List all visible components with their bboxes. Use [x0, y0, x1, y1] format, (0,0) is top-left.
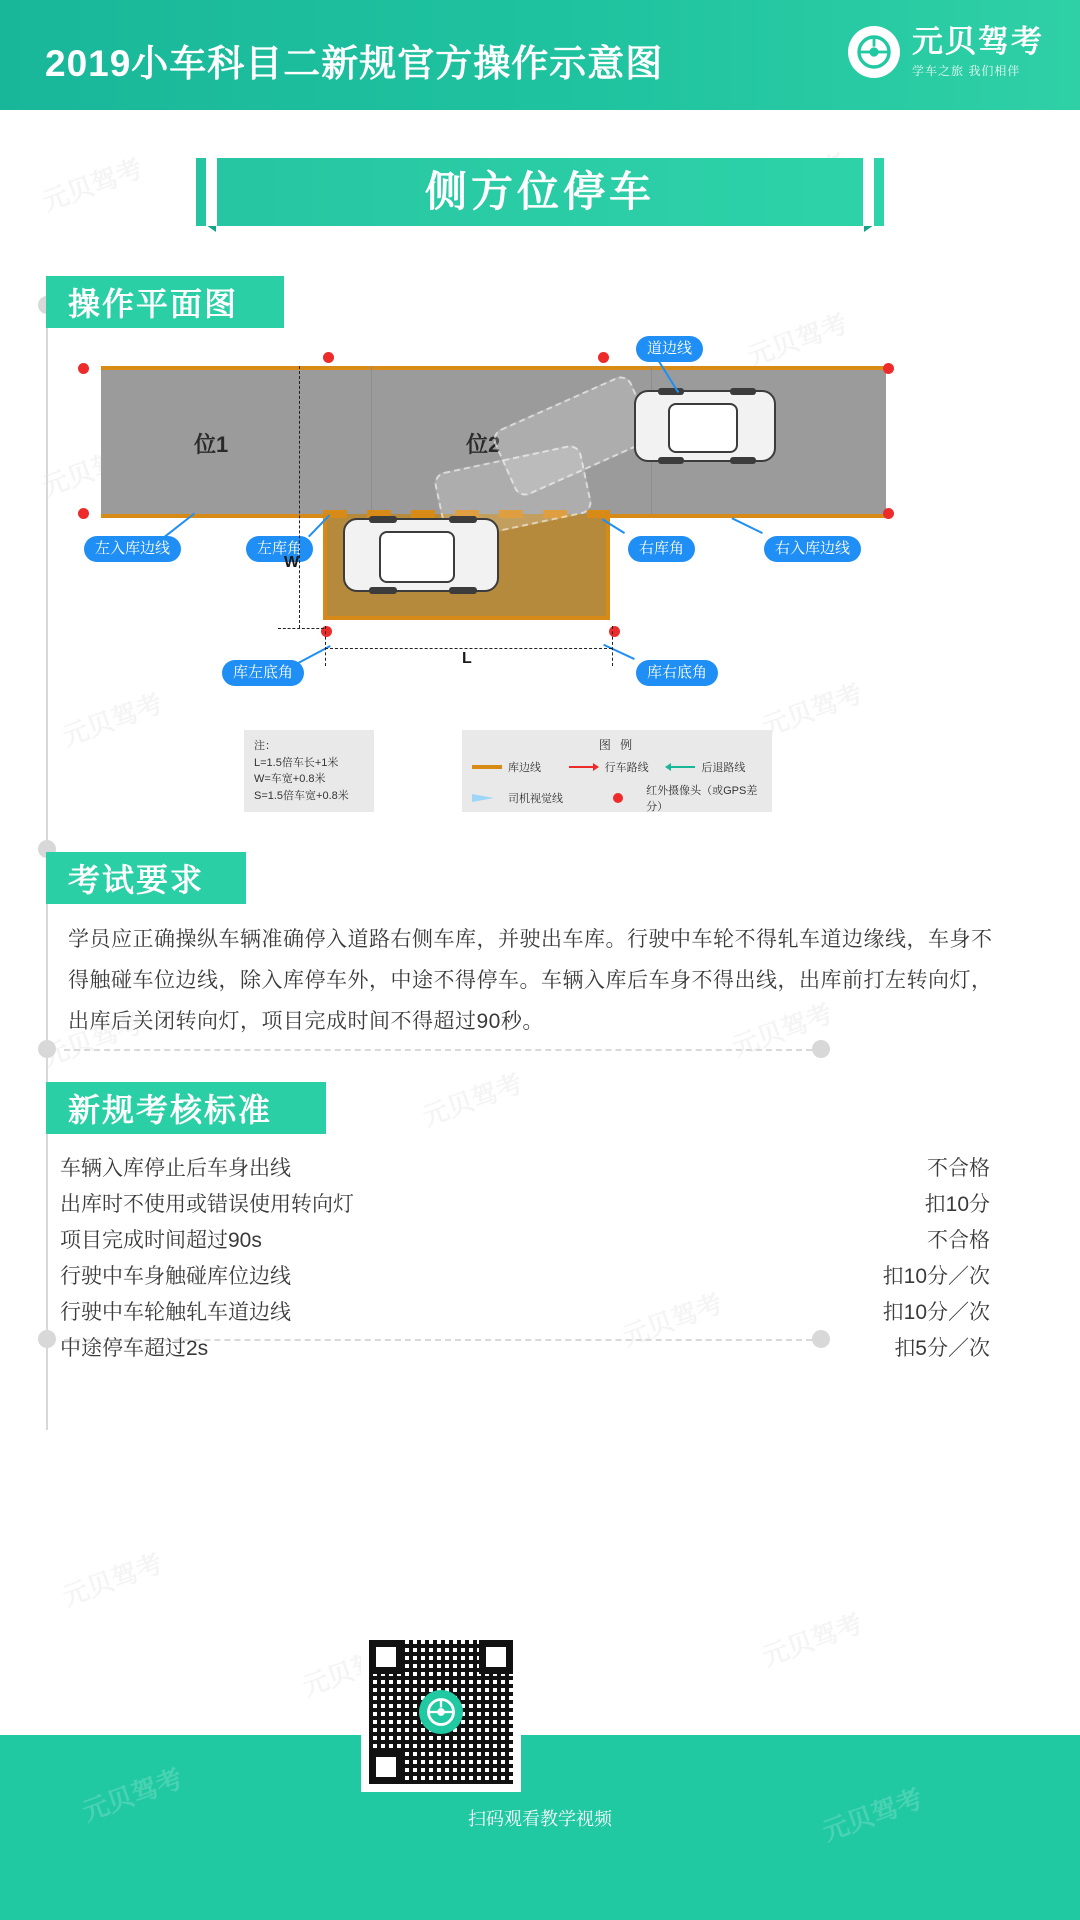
slot-label-2: 位2 — [466, 432, 501, 457]
callout-road-edge-line: 道边线 — [636, 336, 703, 362]
axis-dot — [38, 1040, 56, 1058]
axis-dot — [38, 1330, 56, 1348]
legend-item-garage-line — [472, 759, 569, 775]
page-header — [0, 0, 1080, 110]
camera-marker — [609, 626, 620, 637]
road-separator — [371, 366, 372, 514]
note-line-2: W=车宽+0.8米 — [254, 773, 326, 785]
heading-diagram: 操作平面图 — [46, 276, 284, 328]
standard-penalty: 扣10分／次 — [882, 1301, 990, 1324]
brand-name: 元贝驾考 — [912, 24, 1044, 59]
callout-left-entry-edge: 左入库边线 — [84, 536, 181, 562]
watermark — [757, 1603, 867, 1673]
orange-line-icon — [472, 763, 502, 771]
brand-logo — [848, 26, 900, 78]
right-entry-edge-line — [610, 514, 886, 518]
requirement-text: 学员应正确操纵车辆准确停入道路右侧车库，并驶出车库。行驶中车轮不得轧车道边缘线，车身不得触碰车位边线，除入库停车外，中途不得停车。车辆入库后车身不得出线，出库前打左转向灯，出库后关闭转向灯，项目完成时间不得超过90秒。 — [68, 928, 993, 1033]
standard-item: 行驶中车轮触轧车道边线 — [60, 1301, 291, 1324]
dimension-l-line — [325, 648, 612, 649]
standard-item: 中途停车超过2s — [60, 1337, 209, 1360]
callout-left-garage-corner: 左库角 — [246, 536, 313, 562]
standard-penalty: 扣10分／次 — [882, 1265, 990, 1288]
dimension-l-left-tick — [325, 626, 326, 666]
standard-penalty: 扣10分 — [924, 1193, 990, 1216]
standard-item: 行驶中车身触碰库位边线 — [60, 1265, 291, 1288]
car-top — [634, 390, 776, 462]
camera-marker — [883, 508, 894, 519]
watermark — [37, 148, 147, 218]
heading-requirement: 考试要求 — [46, 852, 246, 904]
legend-label: 司机视觉线 — [508, 793, 563, 805]
standard-row — [60, 1188, 990, 1218]
watermark: 元贝驾考 — [818, 1783, 927, 1847]
qr-code-image[interactable] — [369, 1640, 513, 1784]
blue-triangle-icon — [472, 793, 502, 803]
dimension-w-label: W — [284, 554, 300, 571]
camera-marker — [78, 508, 89, 519]
note-line-1: L=1.5倍车长+1米 — [254, 756, 339, 769]
legend-label: 红外摄像头（或GPS差分） — [646, 785, 758, 813]
callout-right-garage-corner: 右库角 — [628, 536, 695, 562]
standard-item: 出库时不使用或错误使用转向灯 — [60, 1193, 354, 1216]
legend-title: 图 例 — [598, 738, 636, 752]
section-divider — [64, 1049, 812, 1051]
slot-label-1: 位1 — [194, 432, 229, 457]
legend-box — [462, 730, 772, 812]
standard-row — [60, 1152, 990, 1182]
red-arrow-icon — [569, 763, 599, 771]
legend-item-camera — [610, 782, 762, 814]
note-box — [244, 730, 374, 812]
exam-item-title: 侧方位停车 — [424, 168, 655, 215]
dimension-w-base — [278, 628, 324, 629]
watermark — [57, 1543, 167, 1613]
note-line-3: S=1.5倍车宽+0.8米 — [254, 789, 349, 802]
standard-penalty: 不合格 — [927, 1157, 990, 1180]
watermark — [417, 1063, 527, 1133]
standard-item: 车辆入库停止后车身出线 — [60, 1157, 291, 1180]
callout-leader — [603, 644, 635, 660]
left-entry-edge-line — [101, 514, 323, 518]
qr-logo — [419, 1690, 463, 1734]
callout-garage-left-bottom: 库左底角 — [222, 660, 304, 686]
camera-marker — [323, 352, 334, 363]
callout-right-entry-edge: 右入库边线 — [764, 536, 861, 562]
standard-item: 项目完成时间超过90s — [60, 1229, 262, 1252]
note-title: 注： — [254, 740, 276, 752]
standard-row — [60, 1296, 990, 1326]
callout-garage-right-bottom: 库右底角 — [636, 660, 718, 686]
brand-slogan: 学车之旅 我们相伴 — [912, 63, 1021, 78]
car-parked — [343, 518, 499, 592]
standard-penalty: 不合格 — [927, 1229, 990, 1252]
operation-diagram — [46, 338, 1036, 816]
legend-item-driver-sight — [472, 782, 610, 814]
dimension-l-right-tick — [612, 626, 613, 666]
camera-marker — [883, 363, 894, 374]
page-title: 2019小车科目二新规官方操作示意图 — [45, 43, 664, 84]
heading-standard: 新规考核标准 — [46, 1082, 326, 1134]
standard-row — [60, 1260, 990, 1290]
callout-leader — [731, 517, 762, 534]
standard-penalty: 扣5分／次 — [894, 1337, 990, 1360]
dimension-w-line — [299, 366, 300, 628]
brand-block — [848, 26, 1044, 79]
teal-arrow-icon — [665, 763, 695, 771]
steering-wheel-icon — [426, 1697, 456, 1727]
data-source: 数据来源：元贝驾考 — [860, 1677, 1032, 1698]
watermark: 元贝驾考 — [78, 1763, 187, 1827]
dimension-l-label: L — [462, 650, 472, 667]
section-title-ribbon — [178, 158, 902, 226]
standard-row — [60, 1332, 990, 1362]
legend-item-drive-route — [569, 759, 666, 775]
standard-row — [60, 1224, 990, 1254]
camera-marker — [78, 363, 89, 374]
qr-caption: 扫码观看教学视频 — [468, 1809, 612, 1829]
legend-label: 后退路线 — [701, 762, 746, 774]
qr-code-card[interactable] — [361, 1632, 521, 1792]
legend-item-reverse-route — [665, 759, 762, 775]
legend-label: 行车路线 — [604, 762, 649, 774]
steering-wheel-icon — [856, 34, 892, 70]
legend-label: 库边线 — [508, 762, 541, 774]
camera-marker — [598, 352, 609, 363]
red-dot-icon — [610, 793, 640, 803]
